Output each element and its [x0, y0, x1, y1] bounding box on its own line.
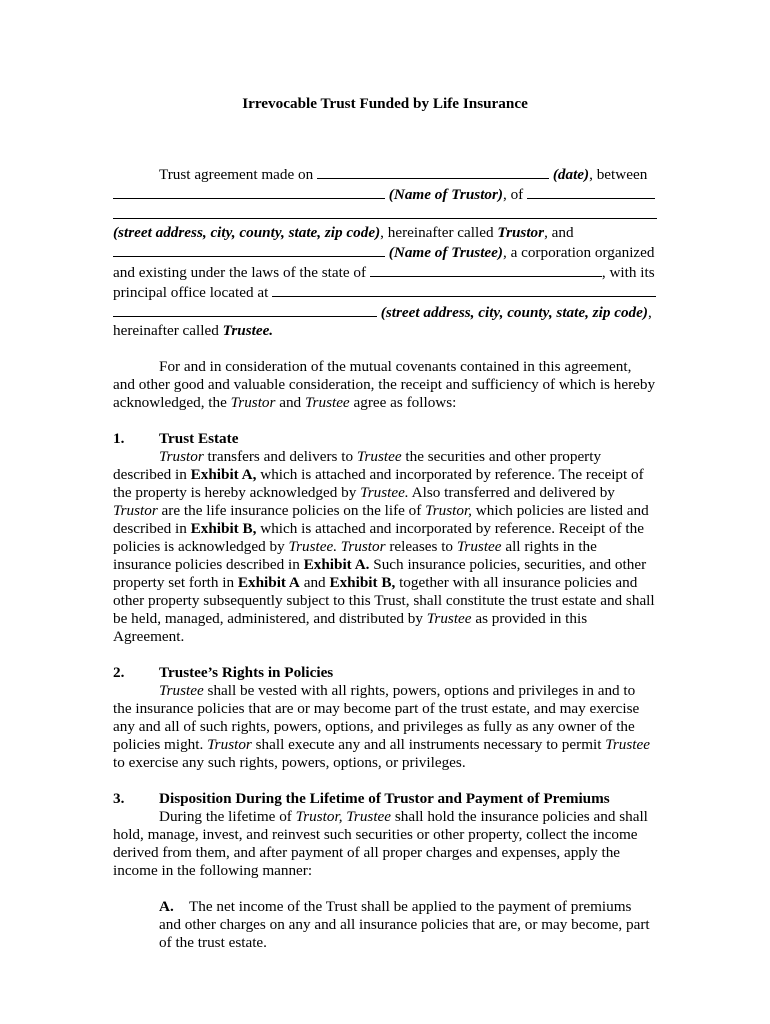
s1-exhibit-a: Exhibit A,: [190, 466, 257, 483]
trustor-address-label: (street address, city, county, state, zip code): [113, 224, 381, 241]
s1-trustee: Trustee.: [360, 484, 409, 501]
s1-text: which is attached and incorporated by reference. The receipt of the property is hereby acknowledged by: [113, 466, 644, 501]
trustor-of-blank[interactable]: [527, 184, 655, 199]
trustor-word: Trustor: [497, 224, 545, 241]
s1-trustor: Trustor: [159, 448, 204, 465]
corp-org-text: , a corporation organized: [502, 244, 655, 261]
section-3-number: 3.: [113, 790, 125, 807]
state-blank[interactable]: [370, 262, 602, 277]
document-title: Irrevocable Trust Funded by Life Insurance: [242, 95, 528, 112]
s3-parties: Trustor, Trustee: [295, 808, 392, 825]
s2-text: to exercise any such rights, powers, options, or privileges.: [113, 754, 466, 771]
section-3-body: [113, 808, 657, 880]
between-text: , between: [589, 166, 648, 183]
section-3-heading: Disposition During the Lifetime of Trustor and Payment of Premiums: [159, 790, 610, 807]
consideration-text-1: For and in consideration of the mutual covenants contained in this agreement, and other good and valuable consideration, the receipt and sufficiency of which is hereby acknowledged, the: [113, 358, 656, 411]
section-2-heading: Trustee’s Rights in Policies: [159, 664, 334, 681]
hereinafter-trustor-text: , hereinafter called: [380, 224, 494, 241]
consideration-and: and: [279, 394, 302, 411]
s3-text: During the lifetime of: [159, 808, 296, 825]
s1-exhibit-b: Exhibit B,: [329, 574, 396, 591]
date-label: (date): [552, 166, 590, 183]
subitem-a-label: A.: [159, 898, 174, 915]
s2-trustor: Trustor: [207, 736, 252, 753]
s1-text: are the life insurance policies on the life of: [157, 502, 426, 519]
trustee-word: Trustee.: [222, 322, 274, 339]
s1-text: Such insurance policies, securities, and other property set forth in: [113, 556, 647, 591]
existing-text: and existing under the laws of the state of: [113, 264, 367, 281]
s1-trustor: Trustor,: [425, 502, 472, 519]
s1-exhibit-a: Exhibit A.: [303, 556, 370, 573]
principal-office-blank[interactable]: [272, 282, 656, 297]
s1-text: which policies are listed and described in: [113, 502, 649, 537]
s1-text: together with all insurance policies and other property subsequently subject to this Trust, shall constitute the trust estate and shall be held, managed, administered, and distributed by: [113, 574, 655, 627]
and-text: , and: [544, 224, 574, 241]
s1-exhibit-a: Exhibit A: [237, 574, 300, 591]
consideration-trustor: Trustor: [230, 394, 276, 411]
document-body: [113, 164, 657, 952]
s1-trustee: Trustee: [456, 538, 502, 555]
made-on-text: Trust agreement made on: [159, 166, 314, 183]
trustee-address-label: (street address, city, county, state, zip code): [380, 304, 648, 321]
trustee-name-blank[interactable]: [113, 242, 385, 257]
s2-trustee: Trustee: [605, 736, 650, 753]
s1-text: the securities and other property described in: [113, 448, 602, 483]
s3-text: shall hold the insurance policies and shall hold, manage, invest, and reinvest such securities or other property, collect the income derived from them, and after payment of all proper charges and expenses, apply the income in the following manner:: [113, 808, 648, 879]
s1-text: all rights in the insurance policies described in: [113, 538, 597, 573]
section-2: [113, 664, 657, 772]
trustor-name-blank[interactable]: [113, 184, 385, 199]
trustee-name-label: (Name of Trustee): [388, 244, 503, 261]
s1-text: transfers and delivers to: [203, 448, 357, 465]
hereinafter-trustee-text: hereinafter called: [113, 322, 219, 339]
trustee-address-blank[interactable]: [113, 302, 377, 317]
s2-text: shall be vested with all rights, powers, options and privileges in and to the insurance policies that are or may become part of the trust estate, and may exercise any and all of such rights, powers, options, and privileges as fully as any owner of the policies might.: [113, 682, 640, 753]
section-1-heading: Trust Estate: [159, 430, 239, 447]
s1-exhibit-b: Exhibit B,: [190, 520, 257, 537]
s1-trustee: Trustee. Trustor: [288, 538, 386, 555]
date-blank[interactable]: [317, 164, 549, 179]
section-2-heading-row: [113, 664, 657, 682]
section-3: [113, 790, 657, 952]
s1-trustor: Trustor: [113, 502, 158, 519]
with-its-text: , with its: [601, 264, 655, 281]
s2-text: shall execute any and all instruments necessary to permit: [251, 736, 606, 753]
s1-text: Also transferred and delivered by: [408, 484, 615, 501]
subitem-a-text: The net income of the Trust shall be applied to the payment of premiums and other charges on any and all insurance policies that are, or may become, part of the trust estate.: [159, 898, 650, 951]
intro-paragraph: [113, 164, 657, 340]
consideration-trustee: Trustee: [304, 394, 350, 411]
principal-text: principal office located at: [113, 284, 269, 301]
s1-text: as provided in this Agreement.: [113, 610, 588, 645]
of-text: , of: [502, 186, 524, 203]
section-1-body: [113, 448, 657, 646]
consideration-text-2: agree as follows:: [353, 394, 457, 411]
comma-text: ,: [647, 304, 652, 321]
section-2-body: [113, 682, 657, 772]
s1-trustee: Trustee: [356, 448, 402, 465]
s1-trustee: Trustee: [426, 610, 472, 627]
section-3-heading-row: [113, 790, 657, 808]
section-1-number: 1.: [113, 430, 125, 447]
section-3-subitem-a: [113, 898, 657, 952]
trustor-name-label: (Name of Trustor): [388, 186, 503, 203]
section-1: [113, 430, 657, 646]
section-2-number: 2.: [113, 664, 125, 681]
s1-text: and: [299, 574, 330, 591]
consideration-paragraph: [113, 358, 657, 412]
trustor-address-blank[interactable]: [113, 204, 657, 219]
s1-text: releases to: [385, 538, 457, 555]
s2-trustee: Trustee: [159, 682, 204, 699]
s1-text: which is attached and incorporated by reference. Receipt of the policies is acknowledged by: [113, 520, 644, 555]
section-1-heading-row: [113, 430, 657, 448]
